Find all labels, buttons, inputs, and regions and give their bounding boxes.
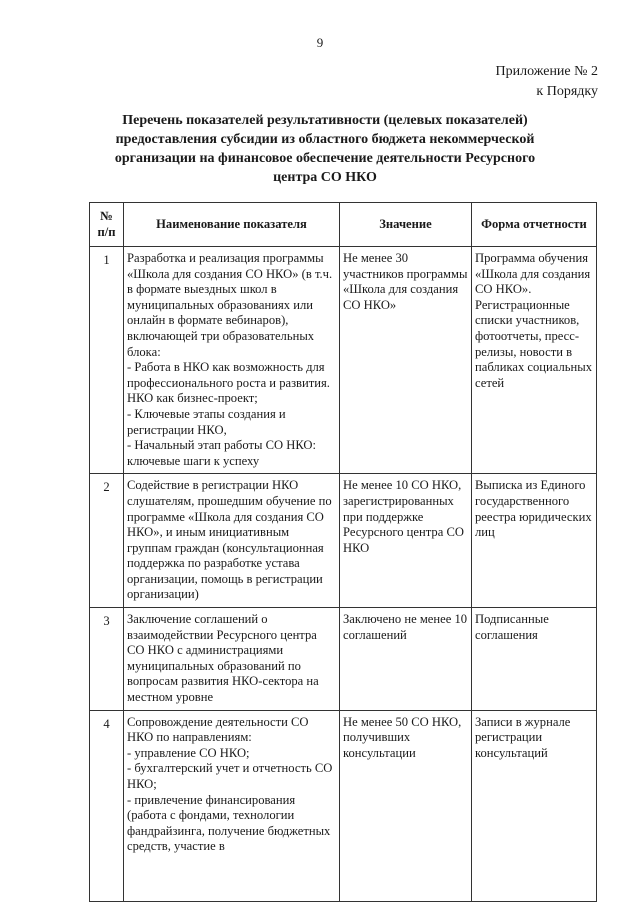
- table-row: [90, 247, 597, 474]
- row-value: Не менее 30 участников программы «Школа для создания СО НКО»: [340, 247, 472, 474]
- header-form: Форма отчетности: [472, 203, 597, 247]
- table-row: [90, 710, 597, 901]
- row-num: 4: [90, 710, 124, 901]
- row-form: Записи в журнале регистрации консультаций: [472, 710, 597, 901]
- row-num: 3: [90, 608, 124, 711]
- row-name: Сопровождение деятельности СО НКО по направлениям: - управление СО НКО; - бухгалтерский учет и отчетность СО НКО; - привлечение финансирования (работа с фондами, технологии фандрайзинга, получение бюджетных средств, участие в: [124, 710, 340, 901]
- row-value: Не менее 50 СО НКО, получивших консультации: [340, 710, 472, 901]
- table-row: [90, 608, 597, 711]
- row-form: Подписанные соглашения: [472, 608, 597, 711]
- page-number: 9: [316, 35, 324, 50]
- indicators-table: [89, 202, 597, 902]
- row-value: Не менее 10 СО НКО, зарегистрированных при поддержке Ресурсного центра СО НКО: [340, 474, 472, 608]
- row-num: 1: [90, 247, 124, 474]
- appendix-line-2: к Порядку: [536, 84, 598, 99]
- appendix-label: [496, 62, 599, 102]
- document-title: Перечень показателей результативности (целевых показателей) предоставления субсидии из областного бюджета некоммерческой организации на финансовое обеспечение деятельности Ресурсного центра СО НКО: [114, 113, 536, 185]
- row-num: 2: [90, 474, 124, 608]
- row-form: Выписка из Единого государственного реестра юридических лиц: [472, 474, 597, 608]
- header-value: Значение: [340, 203, 472, 247]
- header-name: Наименование показателя: [124, 203, 340, 247]
- row-value: Заключено не менее 10 соглашений: [340, 608, 472, 711]
- row-name: Разработка и реализация программы «Школа для создания СО НКО» (в т.ч. в формате выездных школ в муниципальных образованиях или онлайн в формате вебинаров), включающей три образовательных блока: - Работа в НКО как возможность для профессионального роста и развития. НКО как бизнес-проект; - Ключевые этапы создания и регистрации НКО, - Начальный этап работы СО НКО: ключевые шаги к успеху: [124, 247, 340, 474]
- appendix-line-1: Приложение № 2: [495, 64, 598, 79]
- row-name: Содействие в регистрации НКО слушателям, прошедшим обучение по программе «Школа для создания СО НКО», и иным инициативным группам граждан (консультационная поддержка по разработке устава организации, помощь в регистрации организации): [124, 474, 340, 608]
- row-name: Заключение соглашений о взаимодействии Ресурсного центра СО НКО с администрациями муниципальных образований по вопросам развития НКО-сектора на местном уровне: [124, 608, 340, 711]
- row-form: Программа обучения «Школа для создания СО НКО». Регистрационные списки участников, фотоотчеты, пресс-релизы, новости в пабликах социальных сетей: [472, 247, 597, 474]
- table-row: [90, 474, 597, 608]
- table-header-row: [90, 203, 597, 247]
- header-num: № п/п: [90, 203, 124, 247]
